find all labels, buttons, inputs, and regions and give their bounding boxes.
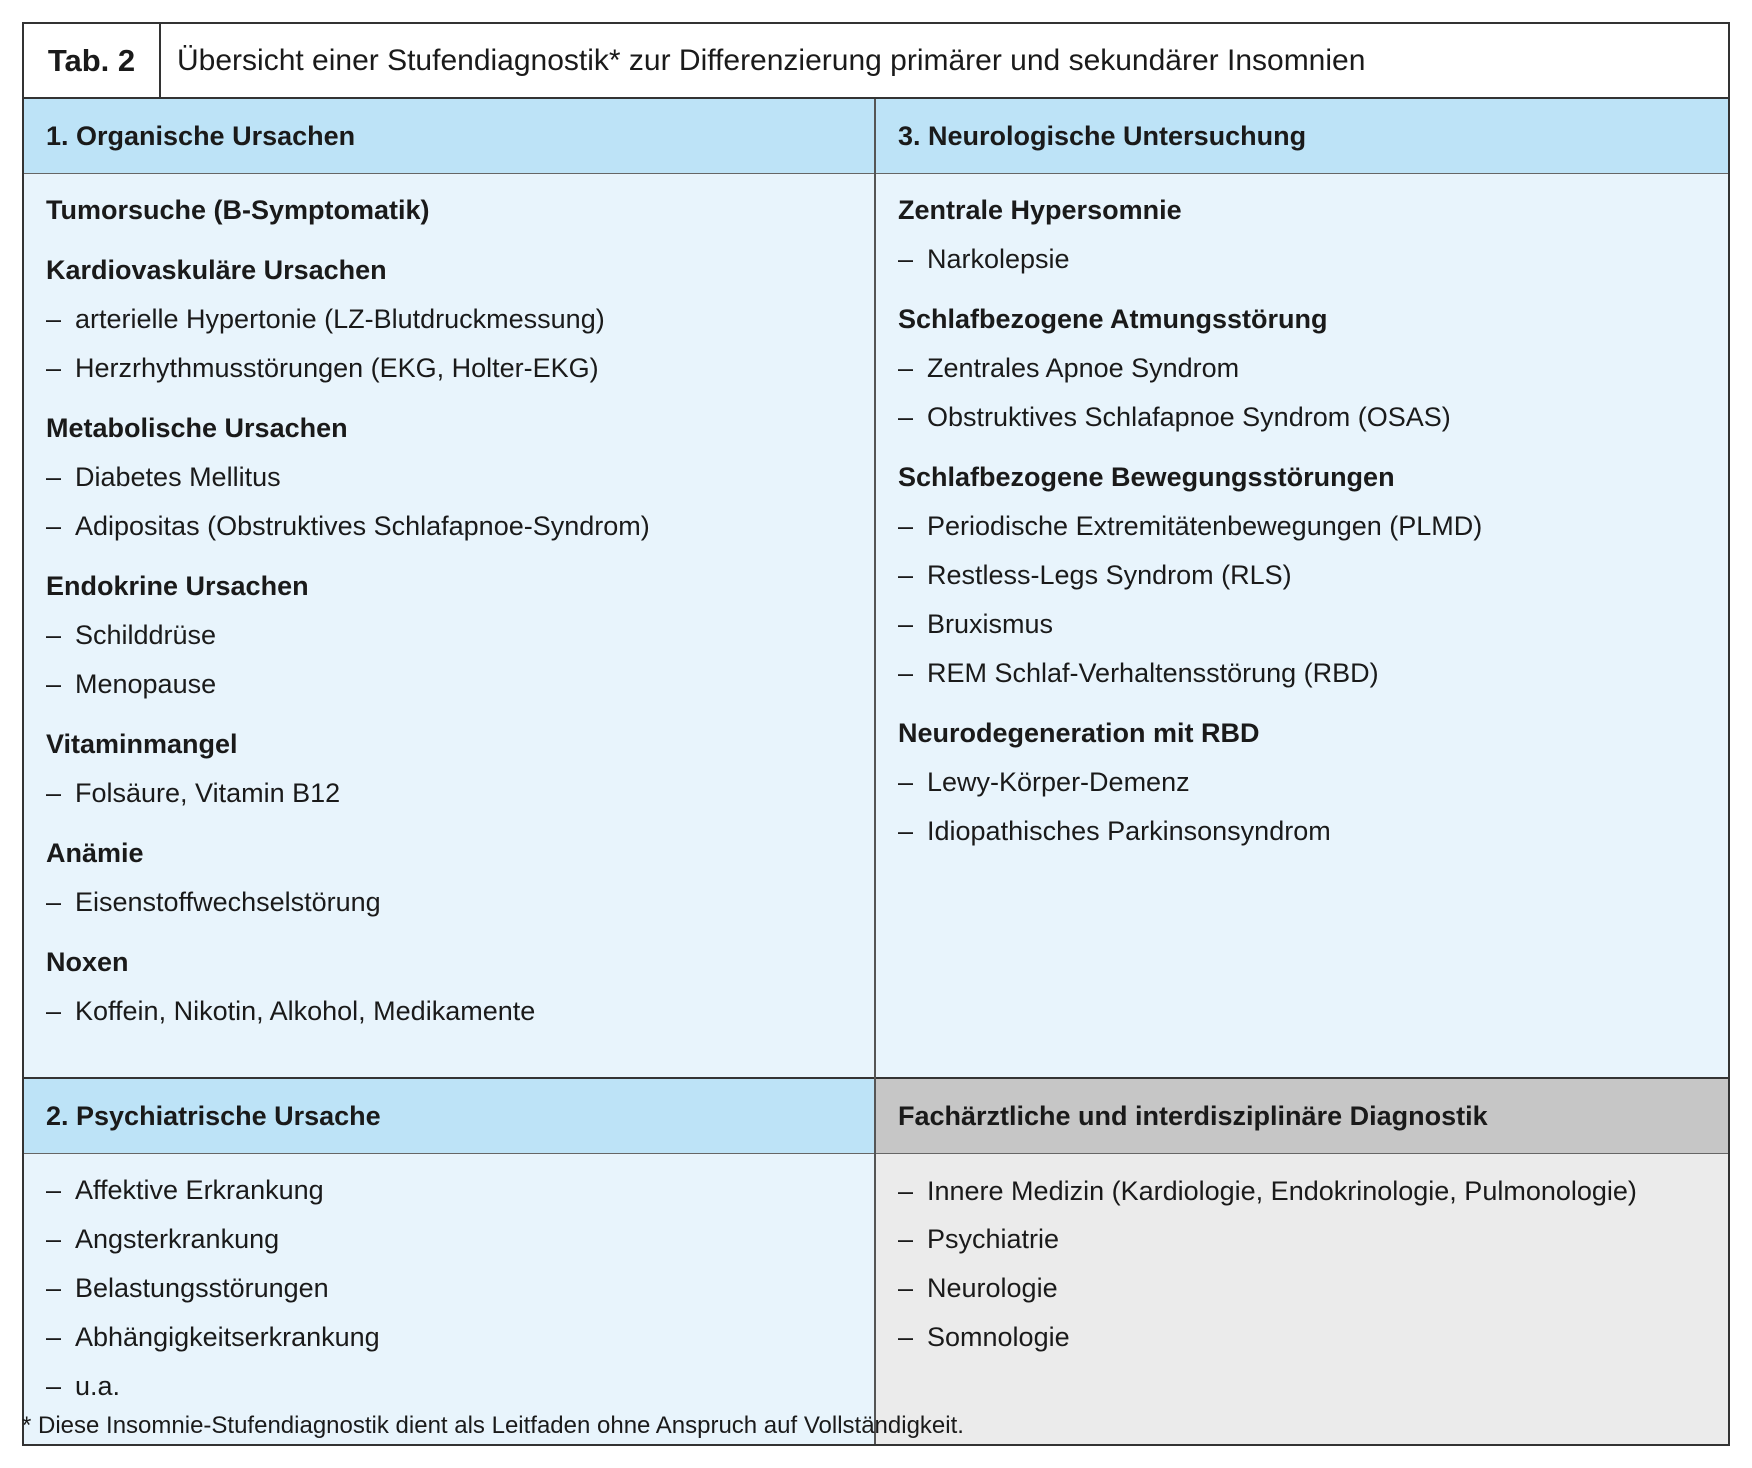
group-heading: Schlafbezogene Atmungsstörung xyxy=(898,304,1328,334)
list-item-text: Idiopathisches Parkinsonsyndrom xyxy=(927,816,1331,846)
list-item xyxy=(898,344,1706,393)
list-item-text: Herzrhythmusstörungen (EKG, Holter-EKG) xyxy=(75,353,599,383)
list-item-text: Folsäure, Vitamin B12 xyxy=(75,778,341,808)
dash-bullet: – xyxy=(46,353,62,383)
list-item-text: Affektive Erkrankung xyxy=(75,1175,324,1205)
dash-bullet: – xyxy=(898,353,914,383)
organic-header: 1. Organische Ursachen xyxy=(24,99,874,174)
specialist-section xyxy=(876,1079,1728,1444)
group-heading: Schlafbezogene Bewegungsstörungen xyxy=(898,462,1395,492)
list-item xyxy=(898,807,1706,856)
list-item xyxy=(898,502,1706,551)
list-item xyxy=(46,1362,852,1411)
dash-bullet: – xyxy=(898,560,914,590)
group-heading: Endokrine Ursachen xyxy=(46,571,309,601)
list-item-text: Belastungsstörungen xyxy=(75,1273,329,1303)
list-item-text: REM Schlaf-Verhaltensstörung (RBD) xyxy=(927,658,1379,688)
dash-bullet: – xyxy=(46,620,62,650)
dash-bullet: – xyxy=(46,887,62,917)
group-heading: Noxen xyxy=(46,947,129,977)
list-item xyxy=(898,649,1706,698)
group-heading: Vitaminmangel xyxy=(46,729,238,759)
dash-bullet: – xyxy=(898,402,914,432)
dash-bullet: – xyxy=(898,816,914,846)
group-heading: Zentrale Hypersomnie xyxy=(898,195,1182,225)
list-item-text: Adipositas (Obstruktives Schlafapnoe-Syndrom) xyxy=(75,511,650,541)
list-item xyxy=(898,1313,1706,1362)
list-item-text: Narkolepsie xyxy=(927,244,1070,274)
psych-body xyxy=(24,1154,874,1444)
list-item-text: Menopause xyxy=(75,669,217,699)
list-item-text: Innere Medizin (Kardiologie, Endokrinologie, Pulmonologie) xyxy=(927,1176,1637,1206)
dash-bullet: – xyxy=(46,1175,62,1205)
list-item xyxy=(46,502,852,551)
organic-section xyxy=(24,99,876,1079)
footnote: * Diese Insomnie-Stufendiagnostik dient als Leitfaden ohne Anspruch auf Vollständigkeit. xyxy=(22,1412,964,1439)
list-item xyxy=(46,878,852,927)
list-item xyxy=(898,1215,1706,1264)
dash-bullet: – xyxy=(46,1371,62,1401)
group-heading: Kardiovaskuläre Ursachen xyxy=(46,255,387,285)
list-item xyxy=(46,453,852,502)
dash-bullet: – xyxy=(898,658,914,688)
list-item xyxy=(898,1166,1706,1215)
dash-bullet: – xyxy=(898,1224,914,1254)
list-item-text: Periodische Extremitätenbewegungen (PLMD) xyxy=(927,511,1483,541)
list-item xyxy=(46,1166,852,1215)
dash-bullet: – xyxy=(898,1176,914,1206)
list-item-text: Lewy-Körper-Demenz xyxy=(927,767,1190,797)
list-item xyxy=(46,1313,852,1362)
list-item xyxy=(898,758,1706,807)
list-item-text: Diabetes Mellitus xyxy=(75,462,281,492)
group-heading: Neurodegeneration mit RBD xyxy=(898,718,1260,748)
dash-bullet: – xyxy=(46,1224,62,1254)
neuro-section xyxy=(876,99,1728,1079)
dash-bullet: – xyxy=(898,609,914,639)
list-item-text: Bruxismus xyxy=(927,609,1054,639)
list-item xyxy=(898,600,1706,649)
list-item-text: Koffein, Nikotin, Alkohol, Medikamente xyxy=(75,996,536,1026)
dash-bullet: – xyxy=(46,778,62,808)
organic-body xyxy=(24,174,874,1079)
dash-bullet: – xyxy=(46,304,62,334)
group-heading: Anämie xyxy=(46,838,144,868)
list-item-text: Abhängigkeitserkrankung xyxy=(75,1322,380,1352)
list-item xyxy=(46,769,852,818)
table-title: Übersicht einer Stufendiagnostik* zur Differenzierung primärer und sekundärer Insomnien xyxy=(177,43,1366,77)
specialist-header: Fachärztliche und interdisziplinäre Diagnostik xyxy=(876,1079,1728,1154)
dash-bullet: – xyxy=(46,1273,62,1303)
list-item-text: Neurologie xyxy=(927,1273,1058,1303)
insomnia-table xyxy=(22,22,1730,1446)
specialist-body xyxy=(876,1154,1728,1444)
list-item-text: arterielle Hypertonie (LZ-Blutdruckmessung) xyxy=(75,304,605,334)
dash-bullet: – xyxy=(898,1322,914,1352)
psych-header: 2. Psychiatrische Ursache xyxy=(24,1079,874,1154)
table-label: Tab. 2 xyxy=(24,24,161,97)
list-item-text: Eisenstoffwechselstörung xyxy=(75,887,381,917)
dash-bullet: – xyxy=(898,767,914,797)
list-item xyxy=(46,1215,852,1264)
list-item-text: Zentrales Apnoe Syndrom xyxy=(927,353,1240,383)
dash-bullet: – xyxy=(898,1273,914,1303)
dash-bullet: – xyxy=(898,244,914,274)
dash-bullet: – xyxy=(46,462,62,492)
list-item xyxy=(46,295,852,344)
dash-bullet: – xyxy=(46,996,62,1026)
psych-section xyxy=(24,1079,876,1444)
dash-bullet: – xyxy=(898,511,914,541)
dash-bullet: – xyxy=(46,511,62,541)
dash-bullet: – xyxy=(46,669,62,699)
group-heading: Tumorsuche (B-Symptomatik) xyxy=(46,195,430,225)
group-heading: Metabolische Ursachen xyxy=(46,413,348,443)
list-item xyxy=(898,1264,1706,1313)
list-item xyxy=(46,611,852,660)
neuro-header: 3. Neurologische Untersuchung xyxy=(876,99,1728,174)
list-item-text: Obstruktives Schlafapnoe Syndrom (OSAS) xyxy=(927,402,1451,432)
table-title-row xyxy=(24,24,1728,99)
list-item xyxy=(898,551,1706,600)
list-item-text: u.a. xyxy=(75,1371,121,1401)
list-item-text: Psychiatrie xyxy=(927,1224,1060,1254)
list-item-text: Restless-Legs Syndrom (RLS) xyxy=(927,560,1292,590)
list-item-text: Schilddrüse xyxy=(75,620,217,650)
list-item xyxy=(46,660,852,709)
list-item-text: Somnologie xyxy=(927,1322,1070,1352)
dash-bullet: – xyxy=(46,1322,62,1352)
list-item xyxy=(46,1264,852,1313)
list-item xyxy=(46,987,852,1036)
list-item xyxy=(898,393,1706,442)
list-item xyxy=(898,235,1706,284)
neuro-body xyxy=(876,174,1728,1079)
list-item xyxy=(46,344,852,393)
list-item-text: Angsterkrankung xyxy=(75,1224,280,1254)
